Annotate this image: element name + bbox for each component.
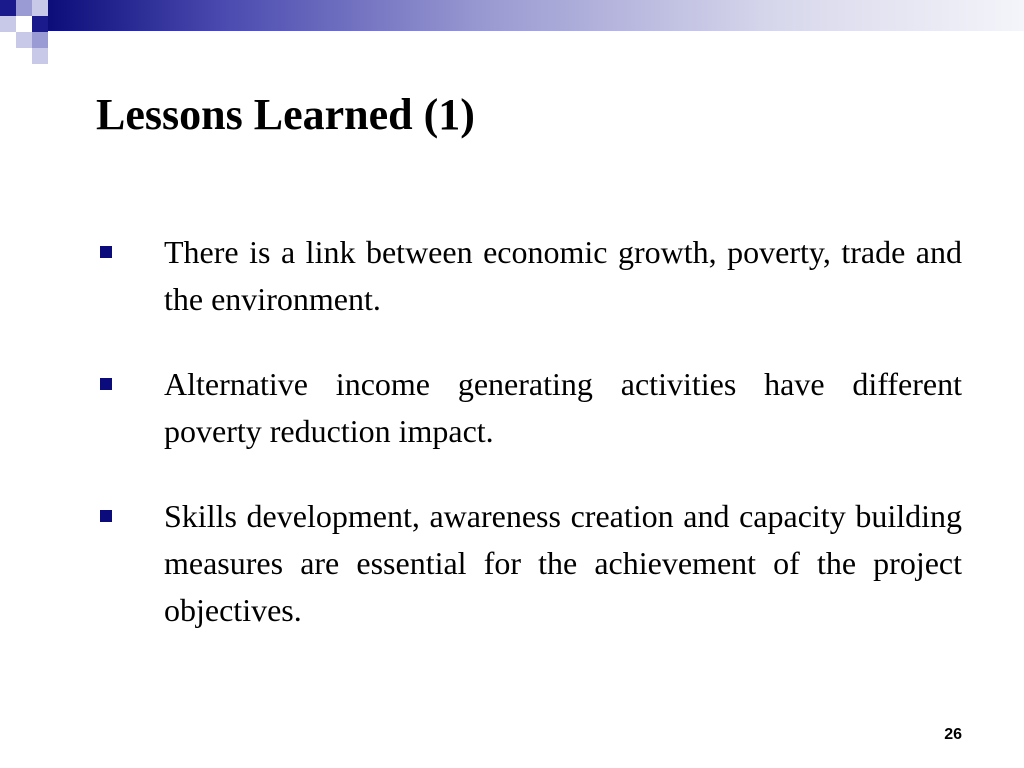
bullet-text: Skills development, awareness creation and capacity building measures are essential for the achievement of the project objectives.: [164, 498, 962, 628]
header-gradient-band: [48, 0, 1024, 31]
decor-square: [32, 32, 48, 48]
bullet-text: There is a link between economic growth, poverty, trade and the environment.: [164, 234, 962, 317]
bullet-item: [96, 361, 962, 455]
header-decoration: [0, 0, 1024, 64]
bullet-list: [96, 229, 962, 672]
slide-title: Lessons Learned (1): [96, 90, 475, 139]
bullet-text: Alternative income generating activities have different poverty reduction impact.: [164, 366, 962, 449]
square-bullet-icon: [100, 378, 112, 390]
bullet-item: [96, 229, 962, 323]
bullet-item: [96, 493, 962, 634]
decor-square: [16, 16, 32, 32]
square-bullet-icon: [100, 510, 112, 522]
square-bullet-icon: [100, 246, 112, 258]
decor-square: [0, 16, 16, 32]
decor-square: [0, 0, 16, 16]
decor-square: [32, 0, 48, 16]
decor-square: [32, 16, 48, 32]
decor-square: [16, 32, 32, 48]
decor-square: [16, 0, 32, 16]
decor-square: [32, 48, 48, 64]
page-number: 26: [944, 726, 962, 743]
